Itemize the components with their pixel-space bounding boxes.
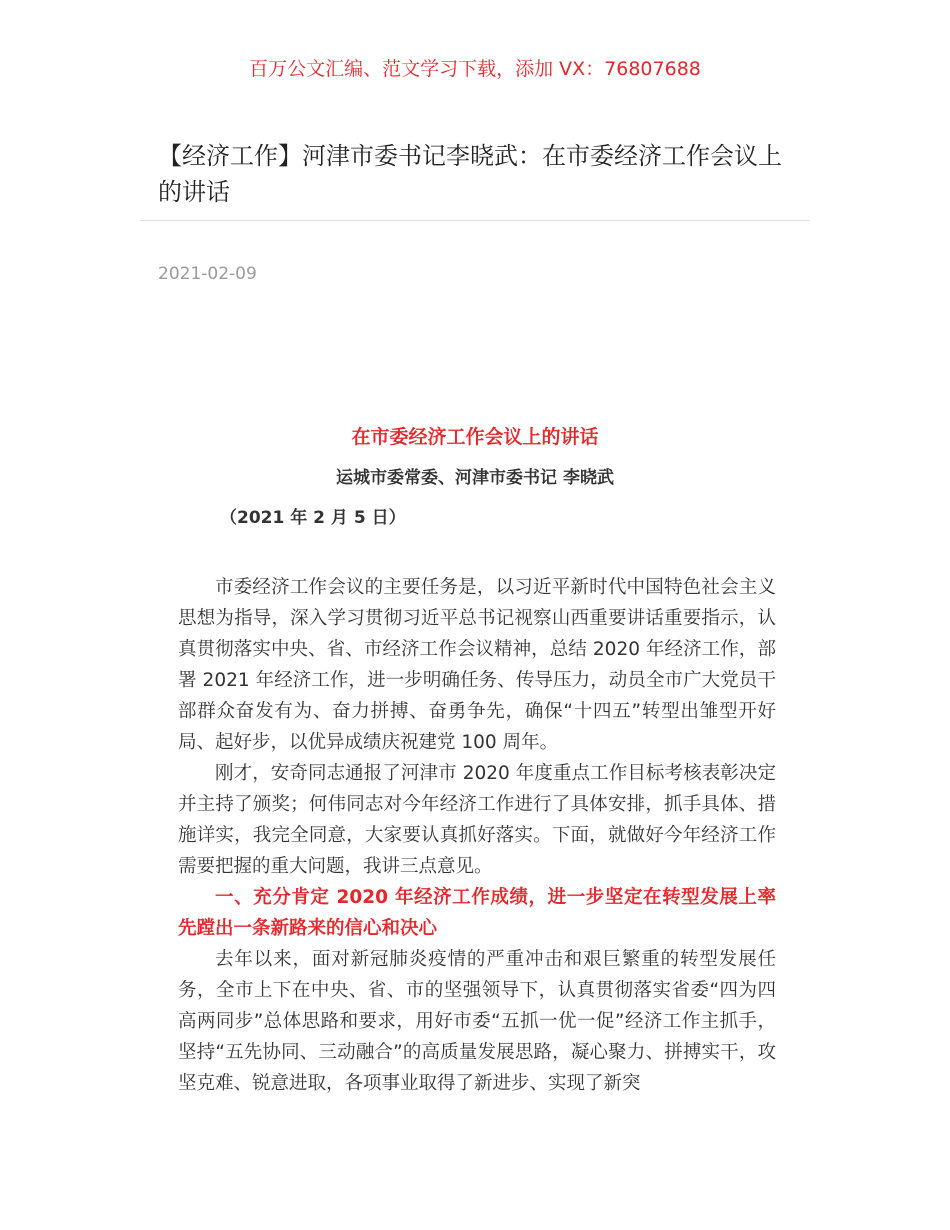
article-body	[178, 572, 776, 1099]
body-paragraph: 市委经济工作会议的主要任务是，以习近平新时代中国特色社会主义思想为指导，深入学习贯彻习近平总书记视察山西重要讲话重要指示，认真贯彻落实中央、省、市经济工作会议精神，总结 2020 年经济工作，部署 2021 年经济工作，进一步明确任务、传导压力，动员全市广大党员干部群众奋发有为、奋力拼搏、奋勇争先，确保“十四五”转型出雏型开好局、起好步，以优异成绩庆祝建党 100 周年。	[178, 577, 776, 753]
promo-banner: 百万公文汇编、范文学习下载，添加 VX：76807688	[249, 58, 701, 80]
speech-heading: 在市委经济工作会议上的讲话	[351, 426, 599, 448]
body-paragraph: 去年以来，面对新冠肺炎疫情的严重冲击和艰巨繁重的转型发展任务，全市上下在中央、省、市的坚强领导下，认真贯彻落实省委“四为四高两同步”总体思路和要求，用好市委“五抓一优一促”经济工作主抓手，坚持“五先协同、三动融合”的高质量发展思路，凝心聚力、拼搏实干，攻坚克难、锐意进取，各项事业取得了新进步、实现了新突	[178, 949, 776, 1094]
section-heading: 一、充分肯定 2020 年经济工作成绩，进一步坚定在转型发展上率先蹚出一条新路来的信心和决心	[178, 887, 776, 939]
speech-author: 运城市委常委、河津市委书记 李晓武	[336, 468, 614, 488]
speech-date: （2021 年 2 月 5 日）	[220, 508, 406, 528]
title-divider	[140, 220, 810, 221]
article-title: 【经济工作】河津市委书记李晓武：在市委经济工作会议上的讲话	[158, 142, 782, 206]
article-date: 2021-02-09	[158, 264, 257, 284]
body-paragraph: 刚才，安奇同志通报了河津市 2020 年度重点工作目标考核表彰决定并主持了颁奖；何伟同志对今年经济工作进行了具体安排，抓手具体、措施详实，我完全同意，大家要认真抓好落实。下面，就做好今年经济工作需要把握的重大问题，我讲三点意见。	[178, 763, 776, 877]
